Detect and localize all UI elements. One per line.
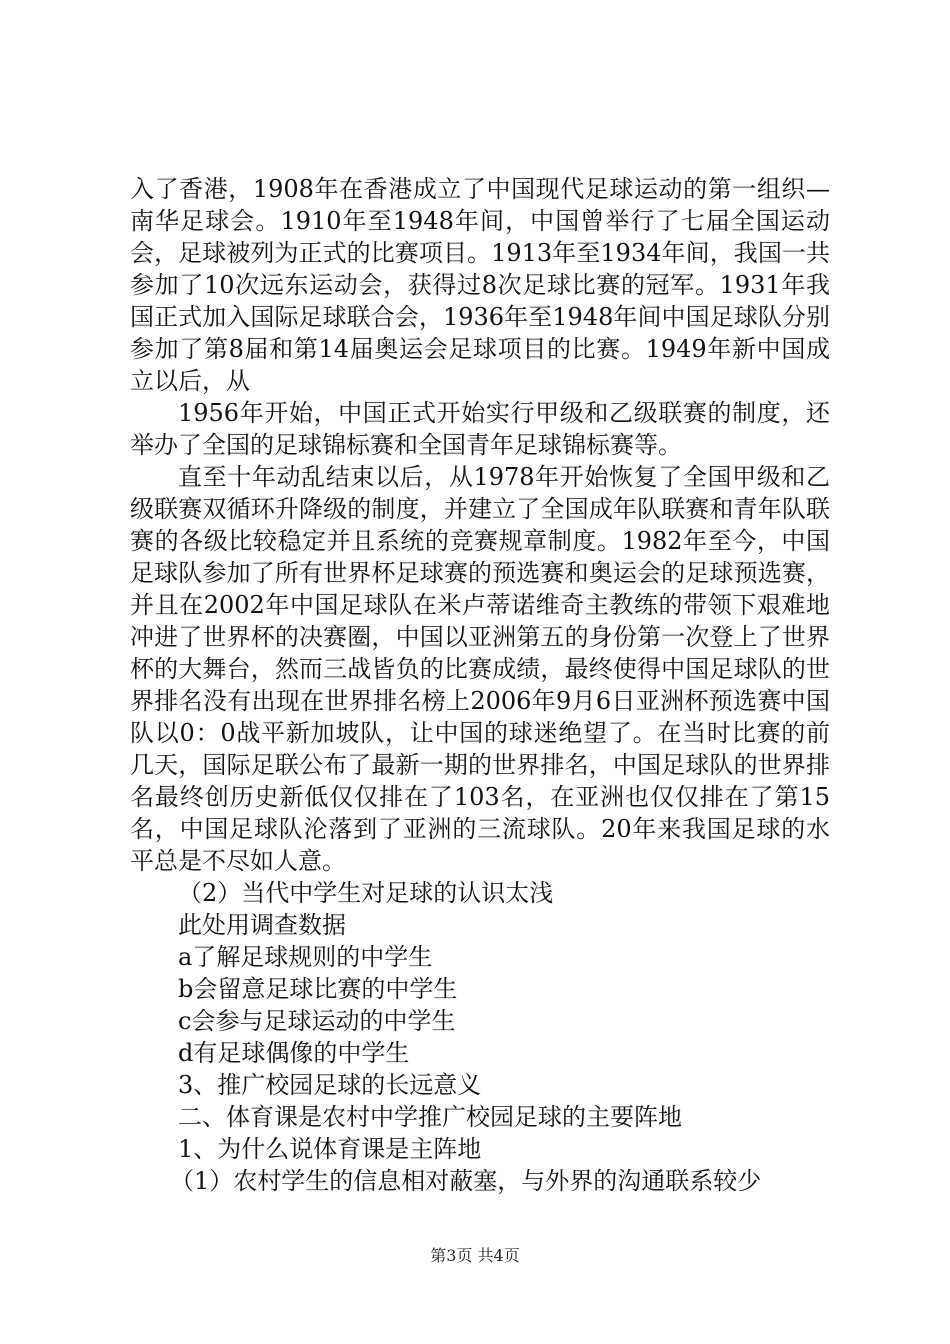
paragraph-recent-history: 直至十年动乱结束以后，从1978年开始恢复了全国甲级和乙级联赛双循环升降级的制度，并建立了全国成年队联赛和青年队联赛的各级比较稳定并且系统的竞赛规章制度。1982年至今，中国足球队参加了所有世界杯足球赛的预选赛和奥运会的足球预选赛，并且在2002年中国足球队在米卢蒂诺维奇主教练的带领下艰难地冲进了世界杯的决赛圈，中国以亚洲第五的身份第一次登上了世界杯的大舞台，然而三战皆负的比赛成绩，最终使得中国足球队的世界排名没有出现在世界排名榜上2006年9月6日亚洲杯预选赛中国队以0：0战平新加坡队，让中国的球迷绝望了。在当时比赛的前几天，国际足联公布了最新一期的世界排名，中国足球队的世界排名最终创历史新低仅仅排在了103名，在亚洲也仅仅排在了第15名，中国足球队沦落到了亚洲的三流球队。20年来我国足球的水平总是不尽如人意。	[130, 463, 830, 875]
list-item-c: c会参与足球运动的中学生	[178, 1007, 456, 1035]
heading-long-term-significance: 3、推广校园足球的长远意义	[178, 1071, 482, 1099]
document-body	[130, 173, 830, 1197]
list-item-d: d有足球偶像的中学生	[178, 1039, 410, 1067]
list-item-a: a了解足球规则的中学生	[178, 943, 433, 971]
page-footer: 第3页 共4页	[430, 1246, 520, 1265]
heading-section-two: 二、体育课是农村中学推广校园足球的主要阵地	[178, 1103, 682, 1131]
note-survey-data: 此处用调查数据	[178, 911, 346, 939]
subheading-rural-students: （1）农村学生的信息相对蔽塞，与外界的沟通联系较少	[170, 1167, 762, 1195]
paragraph-league-system: 1956年开始，中国正式开始实行甲级和乙级联赛的制度，还举办了全国的足球锦标赛和全国青年足球锦标赛等。	[130, 399, 830, 459]
paragraph-football-history: 入了香港，1908年在香港成立了中国现代足球运动的第一组织—南华足球会。1910年至1948年间，中国曾举行了七届全国运动会，足球被列为正式的比赛项目。1913年至1934年间，我国一共参加了10次远东运动会，获得过8次足球比赛的冠军。1931年我国正式加入国际足球联合会，1936年至1948年间中国足球队分别参加了第8届和第14届奥运会足球项目的比赛。1949年新中国成立以后，从	[130, 175, 830, 395]
heading-why-pe-class: 1、为什么说体育课是主阵地	[178, 1135, 482, 1163]
subheading-students-awareness: （2）当代中学生对足球的认识太浅	[178, 879, 554, 907]
list-item-b: b会留意足球比赛的中学生	[178, 975, 458, 1003]
